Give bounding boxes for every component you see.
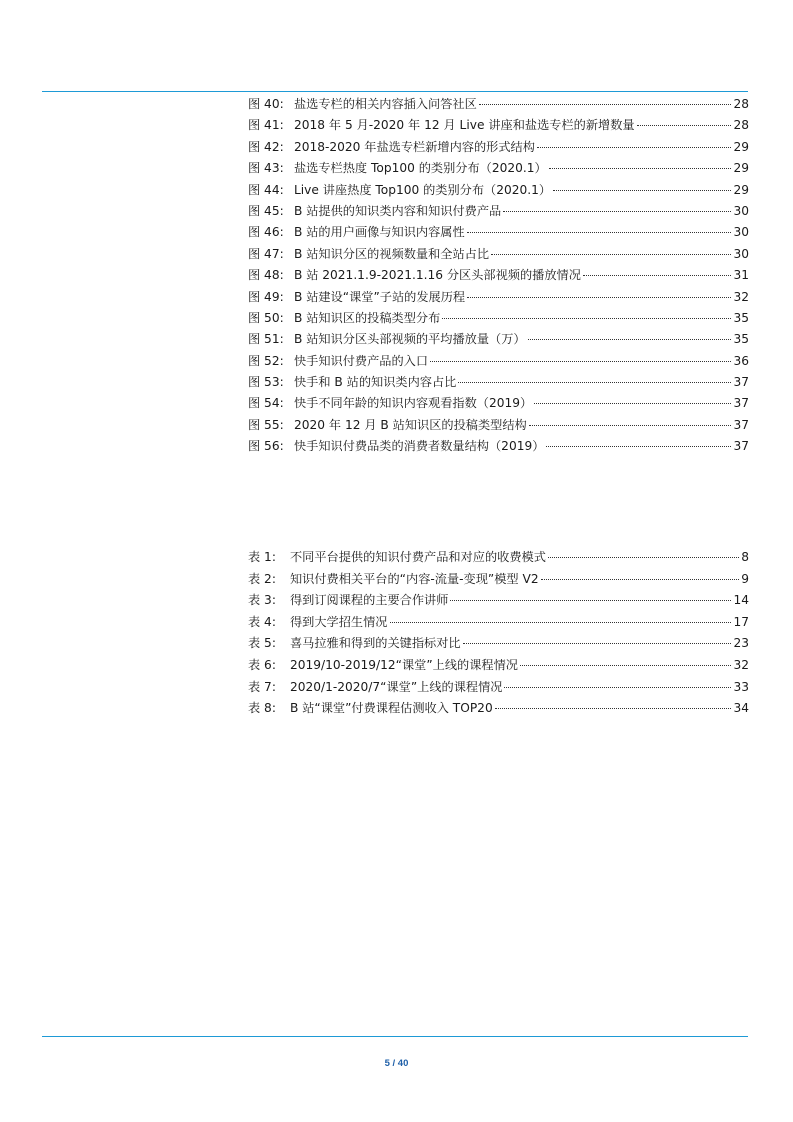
- toc-entry[interactable]: [248, 115, 749, 136]
- dot-leader: [479, 104, 732, 105]
- entry-label: 图 52:: [248, 353, 284, 368]
- entry-page: 31: [733, 268, 749, 283]
- dot-leader: [520, 665, 732, 666]
- entry-title: 2019/10-2019/12“课堂”上线的课程情况: [290, 657, 518, 672]
- entry-label: 图 51:: [248, 332, 284, 347]
- entry-page: 30: [733, 246, 749, 261]
- entry-label: 表 1:: [248, 550, 276, 564]
- entry-page: 28: [733, 97, 749, 111]
- entry-label: 图 53:: [248, 375, 284, 390]
- dot-leader: [529, 425, 732, 426]
- toc-entry[interactable]: [248, 655, 749, 677]
- entry-title: 喜马拉雅和得到的关键指标对比: [290, 636, 461, 651]
- entry-title: 盐选专栏热度 Top100 的类别分布（2020.1）: [294, 161, 547, 176]
- toc-entry[interactable]: [248, 308, 749, 329]
- dot-leader: [491, 254, 731, 255]
- toc-entry[interactable]: [248, 287, 749, 308]
- entry-page: 37: [733, 439, 749, 454]
- dot-leader: [463, 643, 732, 644]
- entry-title: B 站提供的知识类内容和知识付费产品: [294, 203, 502, 218]
- entry-label: 图 48:: [248, 268, 284, 283]
- entry-title: B 站知识分区头部视频的平均播放量（万）: [294, 332, 526, 347]
- entry-page: 37: [733, 417, 749, 432]
- entry-page: 17: [733, 614, 749, 629]
- entry-page: 33: [733, 679, 749, 694]
- toc-entry[interactable]: [248, 94, 749, 115]
- entry-label: 图 43:: [248, 161, 284, 176]
- dot-leader: [442, 318, 731, 319]
- toc-entry[interactable]: [248, 351, 749, 372]
- toc-entry[interactable]: [248, 201, 749, 222]
- entry-label: 图 40:: [248, 97, 284, 111]
- entry-title: B 站建设“课堂”子站的发展历程: [294, 289, 466, 304]
- dot-leader: [390, 622, 732, 623]
- entry-label: 图 50:: [248, 310, 284, 325]
- dot-leader: [458, 382, 731, 383]
- entry-page: 37: [733, 396, 749, 411]
- dot-leader: [549, 168, 732, 169]
- toc-entry[interactable]: [248, 569, 749, 591]
- dot-leader: [504, 687, 731, 688]
- dot-leader: [503, 211, 731, 212]
- entry-page: 29: [733, 139, 749, 154]
- dot-leader: [537, 147, 732, 148]
- entry-page: 23: [733, 636, 749, 651]
- dot-leader: [583, 275, 732, 276]
- entry-page: 9: [741, 571, 749, 586]
- toc-entry[interactable]: [248, 633, 749, 655]
- entry-title: 2018-2020 年盐选专栏新增内容的形式结构: [294, 139, 535, 154]
- entry-page: 32: [733, 657, 749, 672]
- toc-entry[interactable]: [248, 436, 749, 457]
- entry-label: 表 5:: [248, 636, 276, 651]
- entry-page: 8: [741, 550, 749, 564]
- dot-leader: [528, 339, 732, 340]
- header-rule: [42, 91, 748, 92]
- entry-title: 得到订阅课程的主要合作讲师: [290, 593, 449, 608]
- entry-page: 30: [733, 203, 749, 218]
- toc-entry[interactable]: [248, 222, 749, 243]
- entry-title: 知识付费相关平台的“内容-流量-变现”模型 V2: [290, 571, 539, 586]
- entry-label: 图 46:: [248, 225, 284, 240]
- toc-entry[interactable]: [248, 698, 749, 720]
- entry-label: 表 6:: [248, 657, 276, 672]
- entry-label: 图 55:: [248, 417, 284, 432]
- entry-title: B 站“课堂”付费课程估测收入 TOP20: [290, 701, 493, 716]
- toc-entry[interactable]: [248, 137, 749, 158]
- entry-label: 图 41:: [248, 118, 284, 133]
- entry-title: 2020 年 12 月 B 站知识区的投稿类型结构: [294, 417, 527, 432]
- page-number: 5 / 40: [384, 1058, 409, 1069]
- entry-page: 30: [733, 225, 749, 240]
- dot-leader: [553, 190, 731, 191]
- toc-entry[interactable]: [248, 180, 749, 201]
- entry-label: 图 54:: [248, 396, 284, 411]
- dot-leader: [467, 232, 732, 233]
- entry-page: 14: [733, 593, 749, 608]
- entry-title: 2018 年 5 月-2020 年 12 月 Live 讲座和盐选专栏的新增数量: [294, 118, 635, 133]
- toc-entry[interactable]: [248, 244, 749, 265]
- entry-label: 表 4:: [248, 614, 276, 629]
- entry-title: 不同平台提供的知识付费产品和对应的收费模式: [290, 550, 546, 564]
- entry-title: B 站的用户画像与知识内容属性: [294, 225, 465, 240]
- dot-leader: [546, 446, 731, 447]
- entry-page: 37: [733, 375, 749, 390]
- entry-label: 图 45:: [248, 203, 284, 218]
- entry-page: 35: [733, 310, 749, 325]
- entry-title: 2020/1-2020/7“课堂”上线的课程情况: [290, 679, 503, 694]
- toc-entry[interactable]: [248, 590, 749, 612]
- dot-leader: [637, 125, 732, 126]
- entry-label: 图 47:: [248, 246, 284, 261]
- footer-rule: [42, 1036, 748, 1037]
- entry-label: 图 49:: [248, 289, 284, 304]
- entry-label: 表 8:: [248, 701, 276, 716]
- dot-leader: [450, 600, 731, 601]
- table-list: [248, 547, 749, 720]
- figure-list: [248, 94, 749, 458]
- entry-page: 32: [733, 289, 749, 304]
- toc-entry[interactable]: [248, 547, 749, 569]
- entry-page: 36: [733, 353, 749, 368]
- entry-page: 34: [733, 701, 749, 716]
- entry-title: 得到大学招生情况: [290, 614, 388, 629]
- entry-title: 盐选专栏的相关内容插入问答社区: [294, 97, 477, 111]
- entry-title: B 站知识区的投稿类型分布: [294, 310, 441, 325]
- entry-title: 快手不同年龄的知识内容观看指数（2019）: [294, 396, 533, 411]
- entry-title: 快手和 B 站的知识类内容占比: [294, 375, 457, 390]
- toc-entry[interactable]: [248, 677, 749, 699]
- entry-label: 图 44:: [248, 182, 284, 197]
- dot-leader: [495, 708, 732, 709]
- entry-title: 快手知识付费产品的入口: [294, 353, 429, 368]
- dot-leader: [467, 297, 731, 298]
- entry-label: 图 42:: [248, 139, 284, 154]
- entry-label: 表 3:: [248, 593, 276, 608]
- toc-entry[interactable]: [248, 612, 749, 634]
- entry-page: 35: [733, 332, 749, 347]
- dot-leader: [541, 579, 740, 580]
- entry-label: 表 7:: [248, 679, 276, 694]
- dot-leader: [534, 403, 731, 404]
- dot-leader: [548, 557, 739, 558]
- entry-title: 快手知识付费品类的消费者数量结构（2019）: [294, 439, 545, 454]
- entry-title: B 站知识分区的视频数量和全站占比: [294, 246, 490, 261]
- entry-title: B 站 2021.1.9-2021.1.16 分区头部视频的播放情况: [294, 268, 581, 283]
- entry-page: 28: [733, 118, 749, 133]
- toc-entry[interactable]: [248, 415, 749, 436]
- toc-entry[interactable]: [248, 158, 749, 179]
- toc-entry[interactable]: [248, 393, 749, 414]
- entry-title: Live 讲座热度 Top100 的类别分布（2020.1）: [294, 182, 552, 197]
- toc-entry[interactable]: [248, 329, 749, 350]
- entry-label: 表 2:: [248, 571, 276, 586]
- toc-entry[interactable]: [248, 265, 749, 286]
- entry-page: 29: [733, 182, 749, 197]
- entry-label: 图 56:: [248, 439, 284, 454]
- toc-entry[interactable]: [248, 372, 749, 393]
- entry-page: 29: [733, 161, 749, 176]
- dot-leader: [430, 361, 731, 362]
